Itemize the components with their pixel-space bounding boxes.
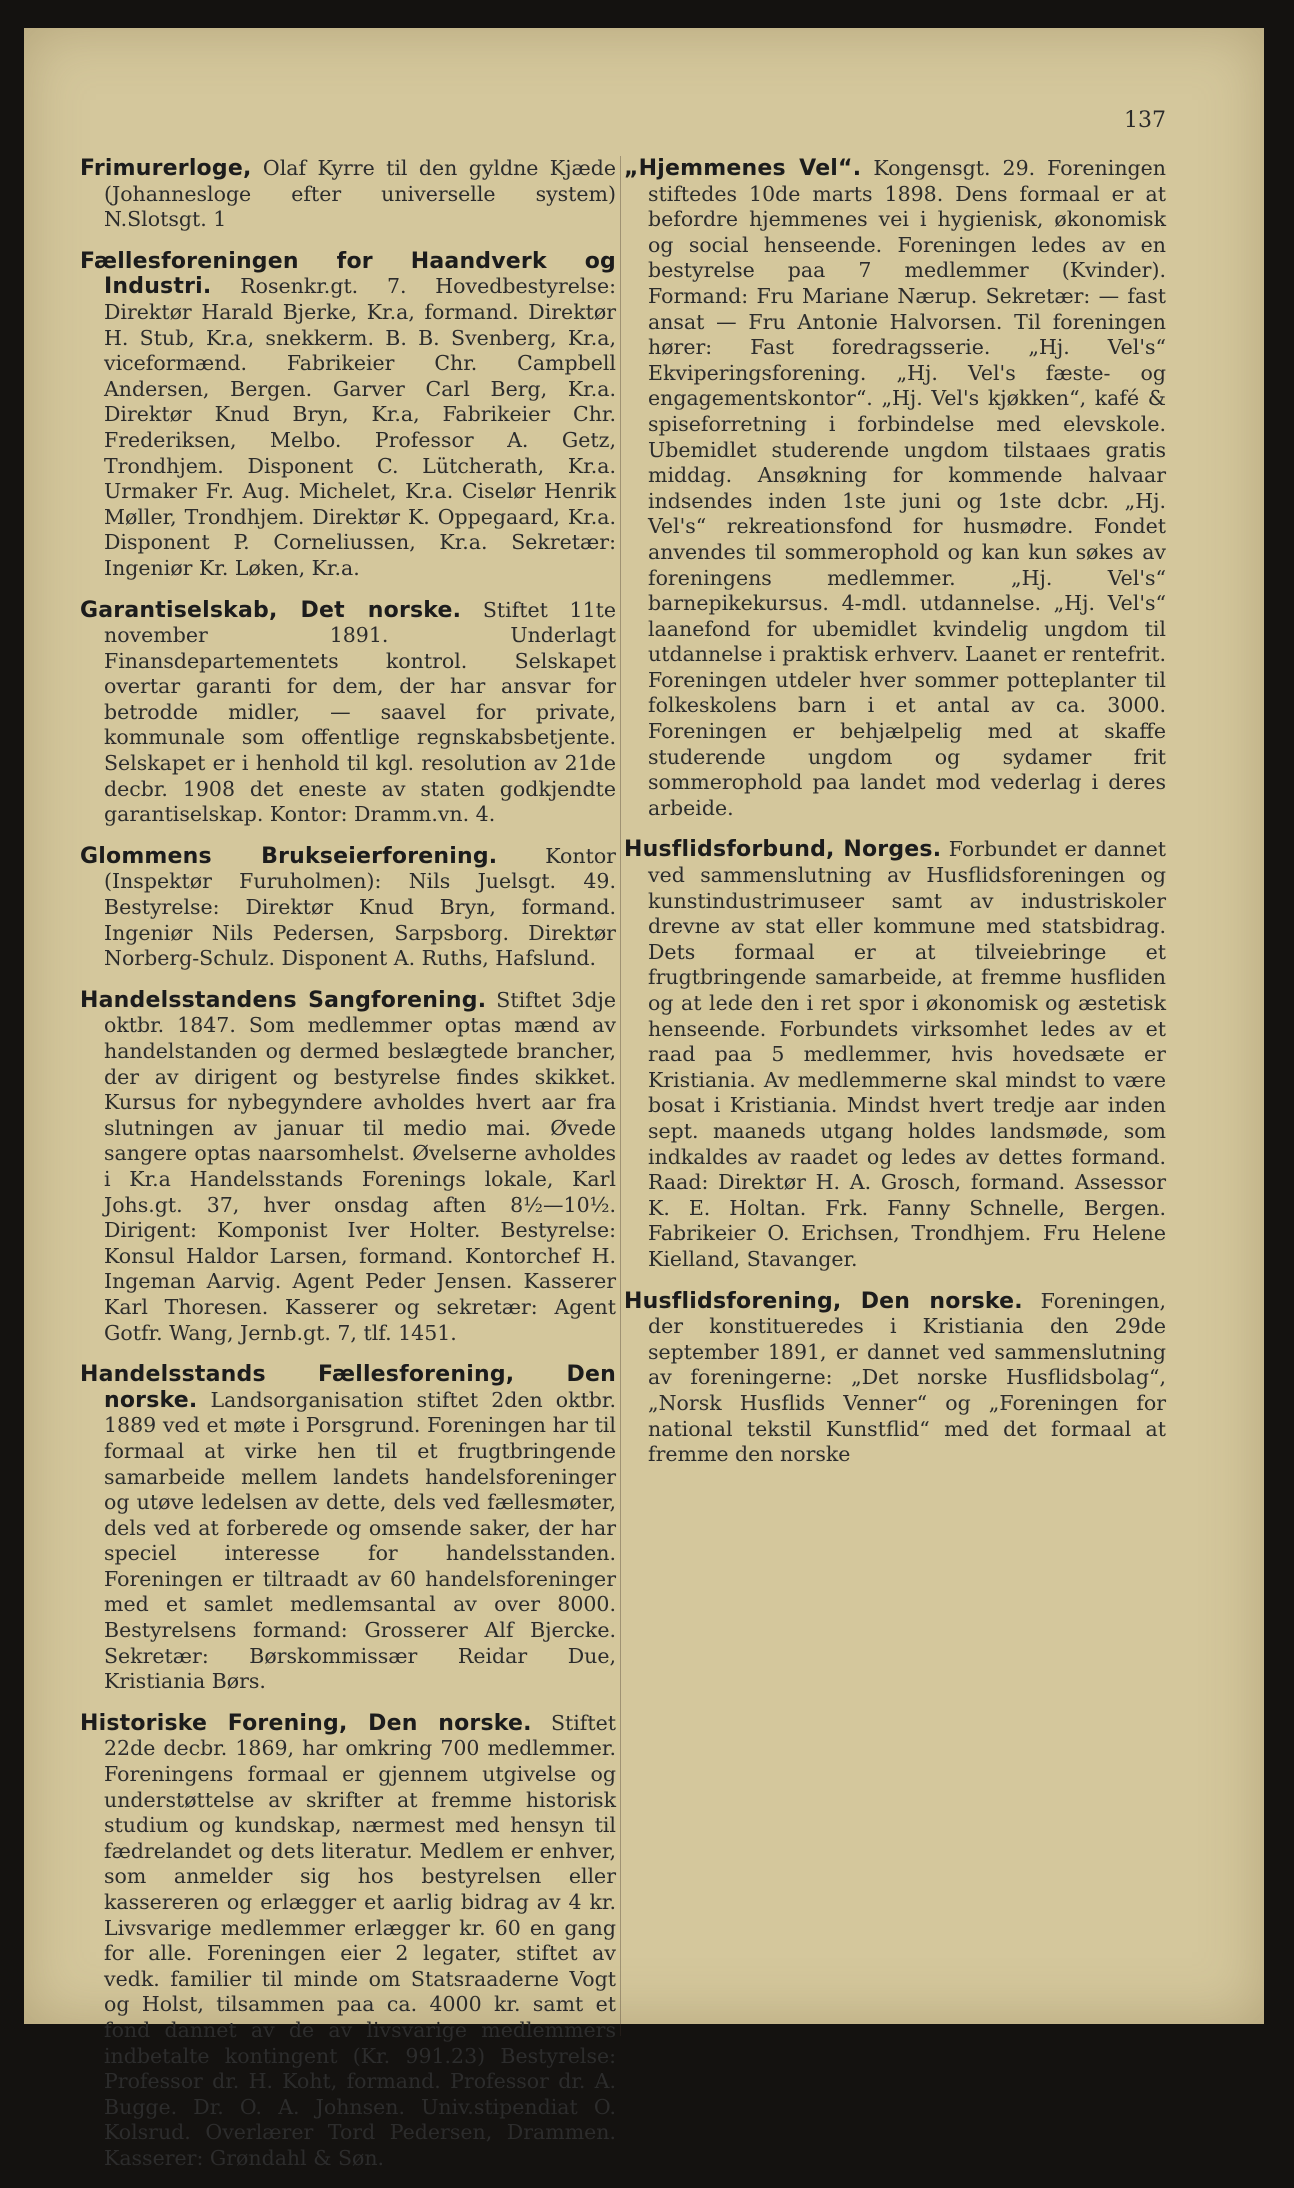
entry-title: Husflidsforening, Den norske. [624, 1288, 1023, 1314]
entry-faellesforeningen [80, 249, 616, 582]
entry-title: Glommens Brukseierforening. [80, 843, 498, 869]
entry-body: Foreningen, der konstitueredes i Kristiania den 29de september 1891, er dannet ved sammenslutning av foreningerne: „Det norske Husflidsbolag“, „Norsk Husflids Venner“ og „Foreningen for national tekstil Kunstflid“ med det formaal at fremme den norske [648, 1288, 1166, 1467]
entry-body: Stiftet 22de decbr. 1869, har omkring 700 medlemmer. Foreningens formaal er gjennem utgivelse og understøttelse av skrifter at fremme historisk studium og kundskap, nærmest med hensyn til fædrelandet og dets literatur. Medlem er enhver, som anmelder sig hos bestyrelsen eller kassereren og erlægger et aarlig bidrag av 4 kr. Livsvarige medlemmer erlægger kr. 60 en gang for alle. Foreningen eier 2 legater, stiftet av vedk. familier til minde om Statsraaderne Vogt og Holst, tilsammen paa ca. 4000 kr. samt et fond dannet av de av livsvarige medlemmers indbetalte kontingent (Kr. 991.23) Bestyrelse: Professor dr. H. Koht, formand. Professor dr. A. Bugge. Dr. O. A. Johnsen. Univ.stipendiat O. Kolsrud. Overlærer Tord Pedersen, Drammen. Kasserer: Grøndahl & Søn. [104, 1710, 616, 2170]
entry-body: Stiftet 3dje oktbr. 1847. Som medlemmer optas mænd av handelstanden og dermed beslægtede brancher, der av dirigent og bestyrelse findes skikket. Kursus for nybegyndere avholdes hvert aar fra slutningen av januar til medio mai. Øvede sangere optas naarsomhelst. Øvelserne avholdes i Kr.a Handelsstands Forenings lokale, Karl Johs.gt. 37, hver onsdag aften 8½—10½. Dirigent: Komponist Iver Holter. Bestyrelse: Konsul Haldor Larsen, formand. Kontorchef H. Ingeman Aarvig. Agent Peder Jensen. Kasserer Karl Thoresen. Kasserer og sekretær: Agent Gotfr. Wang, Jernb.gt. 7, tlf. 1451. [104, 987, 616, 1345]
entry-husflidsforening [624, 1289, 1166, 1468]
left-column [80, 156, 616, 2188]
entry-sangforening [80, 988, 616, 1346]
entry-title: „Hjemmenes Vel“. [624, 156, 862, 181]
entry-title: Garantiselskab, Det norske. [80, 597, 462, 623]
entry-glommens [80, 844, 616, 972]
column-divider [620, 156, 621, 2036]
entry-title: Frimurerloge, [80, 156, 252, 181]
page-number: 137 [1124, 108, 1166, 133]
entry-garantiselskab [80, 598, 616, 828]
entry-title: Handelsstands Fællesforening, Den norske. [80, 1362, 616, 1413]
entry-body: Kontor (Inspektør Furuholmen): Nils Juelsgt. 49. Bestyrelse: Direktør Knud Bryn, formand. Ingeniør Nils Pedersen, Sarpsborg. Direktør Norberg-Schulz. Disponent A. Ruths, Hafslund. [104, 843, 616, 971]
entry-title: Handelsstandens Sangforening. [80, 987, 487, 1013]
entry-title: Husflidsforbund, Norges. [624, 837, 942, 863]
right-column [624, 156, 1166, 1484]
entry-body: Stiftet 11te november 1891. Underlagt Finansdepartementets kontrol. Selskapet overtar garanti for dem, der har ansvar for betrodde midler, — saavel for private, kommunale som offentlige regnskabsbetjente. Selskapet er i henhold til kgl. resolution av 21de decbr. 1908 det eneste av staten godkjendte garantiselskap. Kontor: Dramm.vn. 4. [104, 597, 616, 827]
entry-body: Forbundet er dannet ved sammenslutning av Husflidsforeningen og kunstindustrimuseer samt av industriskoler drevne av stat eller kommune med statsbidrag. Dets formaal er at tilveiebringe et frugtbringende samarbeide, at fremme husfliden og at lede den i ret spor i økonomisk og æstetisk henseende. Forbundets virksomhet ledes av et raad paa 5 medlemmer, hvis hovedsæte er Kristiania. Av medlemmerne skal mindst to være bosat i Kristiania. Mindst hvert tredje aar inden sept. maaneds utgang holdes landsmøde, som indkaldes av raadet og ledes av dettes formand. Raad: Direktør H. A. Grosch, formand. Assessor K. E. Holtan. Frk. Fanny Schnelle, Bergen. Fabrikeier O. Erichsen, Trondhjem. Fru Helene Kielland, Stavanger. [648, 837, 1166, 1271]
entry-frimurerloge [80, 156, 616, 233]
entry-body: Rosenkr.gt. 7. Hovedbestyrelse: Direktør Harald Bjerke, Kr.a, formand. Direktør H. Stub, Kr.a, snekkerm. B. B. Svenberg, Kr.a, viceformænd. Fabrikeier Chr. Campbell Andersen, Bergen. Garver Carl Berg, Kr.a. Direktør Knud Bryn, Kr.a, Fabrikeier Chr. Frederiksen, Melbo. Professor A. Getz, Trondhjem. Disponent C. Lütcherath, Kr.a. Urmaker Fr. Aug. Michelet, Kr.a. Ciselør Henrik Møller, Trondhjem. Direktør K. Oppegaard, Kr.a. Disponent P. Corneliussen, Kr.a. Sekretær: Ingeniør Kr. Løken, Kr.a. [104, 274, 616, 580]
entry-hjemmenes-vel [624, 156, 1166, 821]
document-page [24, 28, 1264, 2170]
entry-body: Kongensgt. 29. Foreningen stiftedes 10de marts 1898. Dens formaal er at befordre hjemmenes vei i hygienisk, økonomisk og social henseende. Foreningen ledes av en bestyrelse paa 7 medlemmer (Kvinder). Formand: Fru Mariane Nærup. Sekretær: — fast ansat — Fru Antonie Halvorsen. Til foreningen hører: Fast foredragsserie. „Hj. Vel's“ Ekviperingsforening. „Hj. Vel's fæste- og engagementskontor“. „Hj. Vel's kjøkken“, kafé & spiseforretning i forbindelse med elevskole. Ubemidlet studerende ungdom tilstaaes gratis middag. Ansøkning for kommende halvaar indsendes inden 1ste juni og 1ste dcbr. „Hj. Vel's“ rekreationsfond for husmødre. Fondet anvendes til sommerophold og kan kun søkes av foreningens medlemmer. „Hj. Vel's“ barnepikekursus. 4-mdl. utdannelse. „Hj. Vel's“ laanefond for ubemidlet kvindelig ungdom til utdannelse i praktisk erhverv. Laanet er rentefrit. Foreningen utdeler hver sommer potteplanter til folkeskolens barn i et antal av ca. 3000. Foreningen er behjælpelig med at skaffe studerende ungdom og sydamer frit sommerophold paa landet mod vederlag i deres arbeide. [648, 156, 1166, 820]
entry-title: Fællesforeningen for Haandverk og Industri. [80, 248, 616, 300]
entry-body: Landsorganisation stiftet 2den oktbr. 1889 ved et møte i Porsgrund. Foreningen har til formaal at virke hen til et frugtbringende samarbeide mellem landets handelsforeninger og utøve ledelsen av dette, dels ved fællesmøter, dels ved at forberede og omsende saker, der har speciel interesse for handelsstanden. Foreningen er tiltraadt av 60 handelsforeninger med et samlet medlemsantal av over 8000. Bestyrelsens formand: Grosserer Alf Bjercke. Sekretær: Børskommissær Reidar Due, Kristiania Børs. [104, 1387, 616, 1694]
entry-title: Historiske Forening, Den norske. [80, 1710, 532, 1736]
entry-handelsstands [80, 1362, 616, 1695]
entry-husflidsforbund [624, 837, 1166, 1272]
entry-body: Olaf Kyrre til den gyldne Kjæde (Johannesloge efter universelle system) N.Slotsgt. 1 [104, 156, 616, 232]
entry-historiske [80, 1711, 616, 2172]
